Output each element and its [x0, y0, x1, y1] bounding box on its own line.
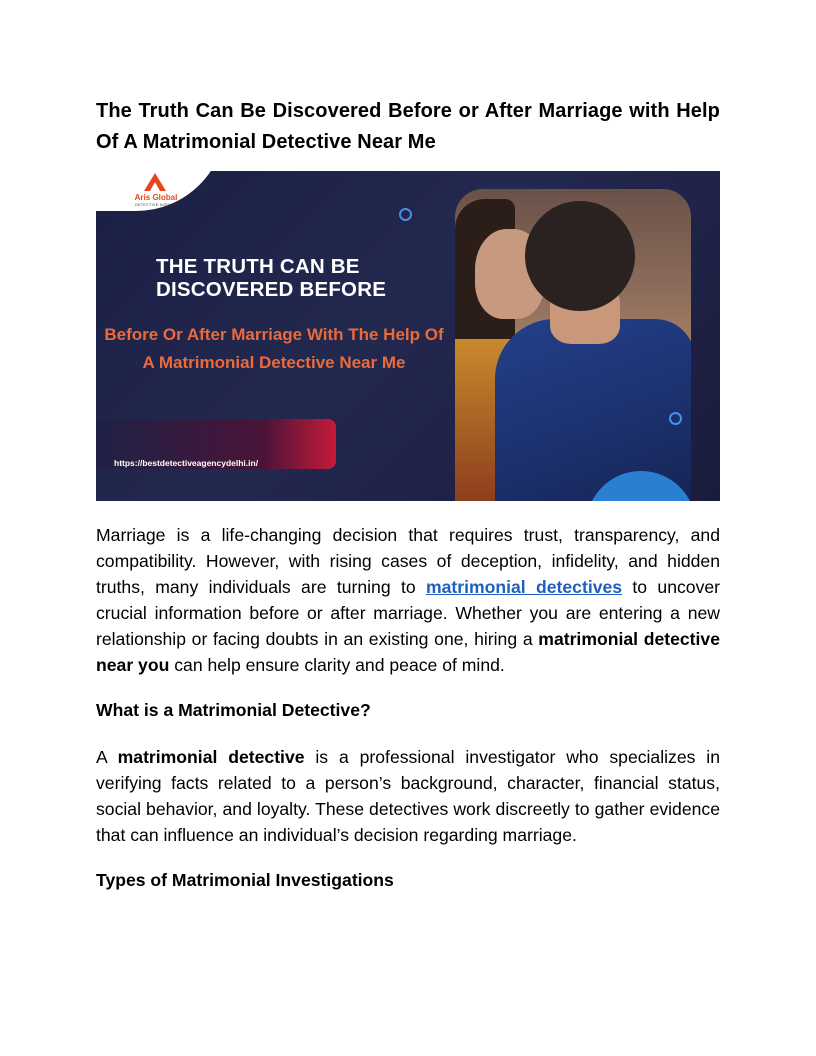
photo-man-suit	[495, 319, 691, 501]
definition-bold-text: matrimonial detective	[117, 747, 305, 767]
ring-icon	[399, 208, 412, 221]
couple-photo	[455, 189, 691, 501]
ring-icon	[669, 412, 682, 425]
banner-heading-line-2: DISCOVERED BEFORE	[156, 278, 387, 301]
intro-paragraph	[96, 522, 720, 678]
banner-heading-line-1: THE TRUTH CAN BE	[156, 255, 360, 278]
document-page	[96, 96, 720, 893]
intro-text-1: Marriage is a life-changing decision that requires trust, transparency, and compatibility. However, with rising cases of deception, infidelity, and hidden truths, many individuals are turning to	[96, 525, 720, 597]
matrimonial-detectives-link[interactable]: matrimonial detectives	[425, 577, 623, 597]
banner-subheading: Before Or After Marriage With The Help Of A Matrimonial Detective Near Me	[104, 325, 444, 372]
photo-man-head	[525, 201, 635, 311]
definition-text-1: A	[96, 747, 118, 767]
definition-paragraph	[96, 744, 720, 848]
intro-text-3: can help ensure clarity and peace of mind.	[169, 655, 505, 675]
section-heading-what-is: What is a Matrimonial Detective?	[96, 700, 371, 720]
definition-text-2: is a professional investigator who specializes in verifying facts related to a person’s background, character, financial status, social behavior, and loyalty. These detectives work discreetly to gather evidence that can influence an individual’s decision regarding marriage.	[96, 747, 720, 845]
intro-bold-text: matrimonial detective near you	[96, 629, 720, 675]
banner-url: https://bestdetectiveagencydelhi.in/	[114, 458, 259, 468]
brand-logo-icon	[144, 173, 166, 191]
document-title: The Truth Can Be Discovered Before or After Marriage with Help Of A Matrimonial Detective Near Me	[96, 100, 720, 153]
logo-subtitle: DETECTIVE AGENCY	[135, 203, 177, 207]
hero-banner-image	[96, 171, 720, 501]
intro-text-2: to uncover crucial information before or after marriage. Whether you are entering a new relationship or facing doubts in an existing one, hiring a	[96, 577, 721, 649]
logo-name: Aris Global	[134, 193, 178, 202]
section-heading-types: Types of Matrimonial Investigations	[96, 870, 394, 890]
banner-heading	[156, 255, 446, 301]
